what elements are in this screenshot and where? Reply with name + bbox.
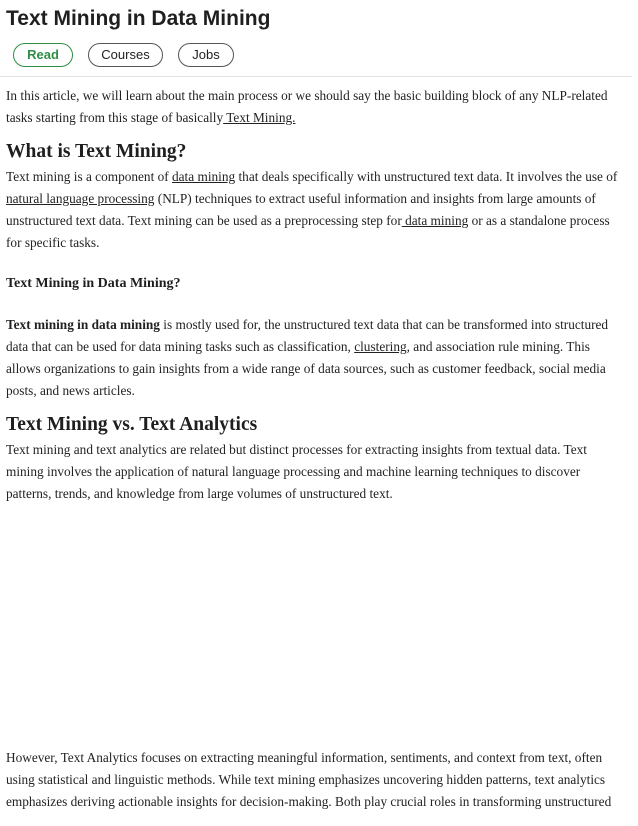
page-title: Text Mining in Data Mining — [6, 7, 271, 30]
article-tabs — [13, 43, 234, 67]
paragraph-text: is mostly used for, the unstructured text data that can be transformed into structured data that can be used for data mining tasks such as classification, — [6, 317, 609, 354]
tab-courses[interactable]: Courses — [88, 43, 163, 67]
section-heading-text-mining-in-data-mining: Text Mining in Data Mining? — [6, 276, 181, 291]
paragraph-text: that deals specifically with unstructured text data. It involves the use of — [235, 169, 618, 184]
text-analytics-continuation — [6, 747, 624, 813]
intro-paragraph — [6, 85, 624, 129]
paragraph-text: Text mining is a component of — [6, 169, 172, 184]
article-content — [6, 85, 624, 505]
paragraph-text: or as a standalone process for specific tasks. — [6, 213, 610, 250]
header-divider — [0, 76, 632, 77]
clustering-link[interactable]: clustering — [354, 339, 407, 354]
text-mining-vs-analytics-paragraph: Text mining and text analytics are related but distinct processes for extracting insights from textual data. Text mining involves the application of natural language processing and machine learning techniques to discover patterns, trends, and knowledge from large volumes of unstructured text. — [6, 442, 587, 501]
nlp-link[interactable]: natural language processing — [6, 191, 155, 206]
what-is-text-mining-paragraph — [6, 166, 624, 254]
bold-term: Text mining in data mining — [6, 317, 160, 332]
text-mining-in-data-mining-paragraph — [6, 314, 624, 402]
data-mining-link[interactable]: data mining — [172, 169, 236, 184]
tab-jobs[interactable]: Jobs — [178, 43, 234, 67]
intro-text: In this article, we will learn about the main process or we should say the basic building block of any NLP-related tasks starting from this stage of basically — [6, 88, 608, 125]
section-heading-what-is-text-mining: What is Text Mining? — [6, 141, 187, 162]
tab-read[interactable]: Read — [13, 43, 73, 67]
text-analytics-paragraph: However, Text Analytics focuses on extracting meaningful information, sentiments, and context from text, often using statistical and linguistic methods. While text mining emphasizes uncovering hidden patterns, text analytics emphasizes deriving actionable insights for decision-making. Both play crucial roles in transforming unstructured — [6, 750, 612, 809]
data-mining-link-2[interactable]: data mining — [401, 213, 469, 228]
paragraph-text: , and association rule mining. This allows organizations to gain insights from a wide range of data sources, such as customer feedback, social media posts, and news articles. — [6, 339, 606, 398]
section-heading-text-mining-vs-analytics: Text Mining vs. Text Analytics — [6, 414, 258, 435]
paragraph-text: (NLP) techniques to extract useful information and insights from large amounts of unstructured text data. Text mining can be used as a preprocessing step for — [6, 191, 596, 228]
text-mining-link[interactable]: Text Mining. — [223, 110, 296, 125]
